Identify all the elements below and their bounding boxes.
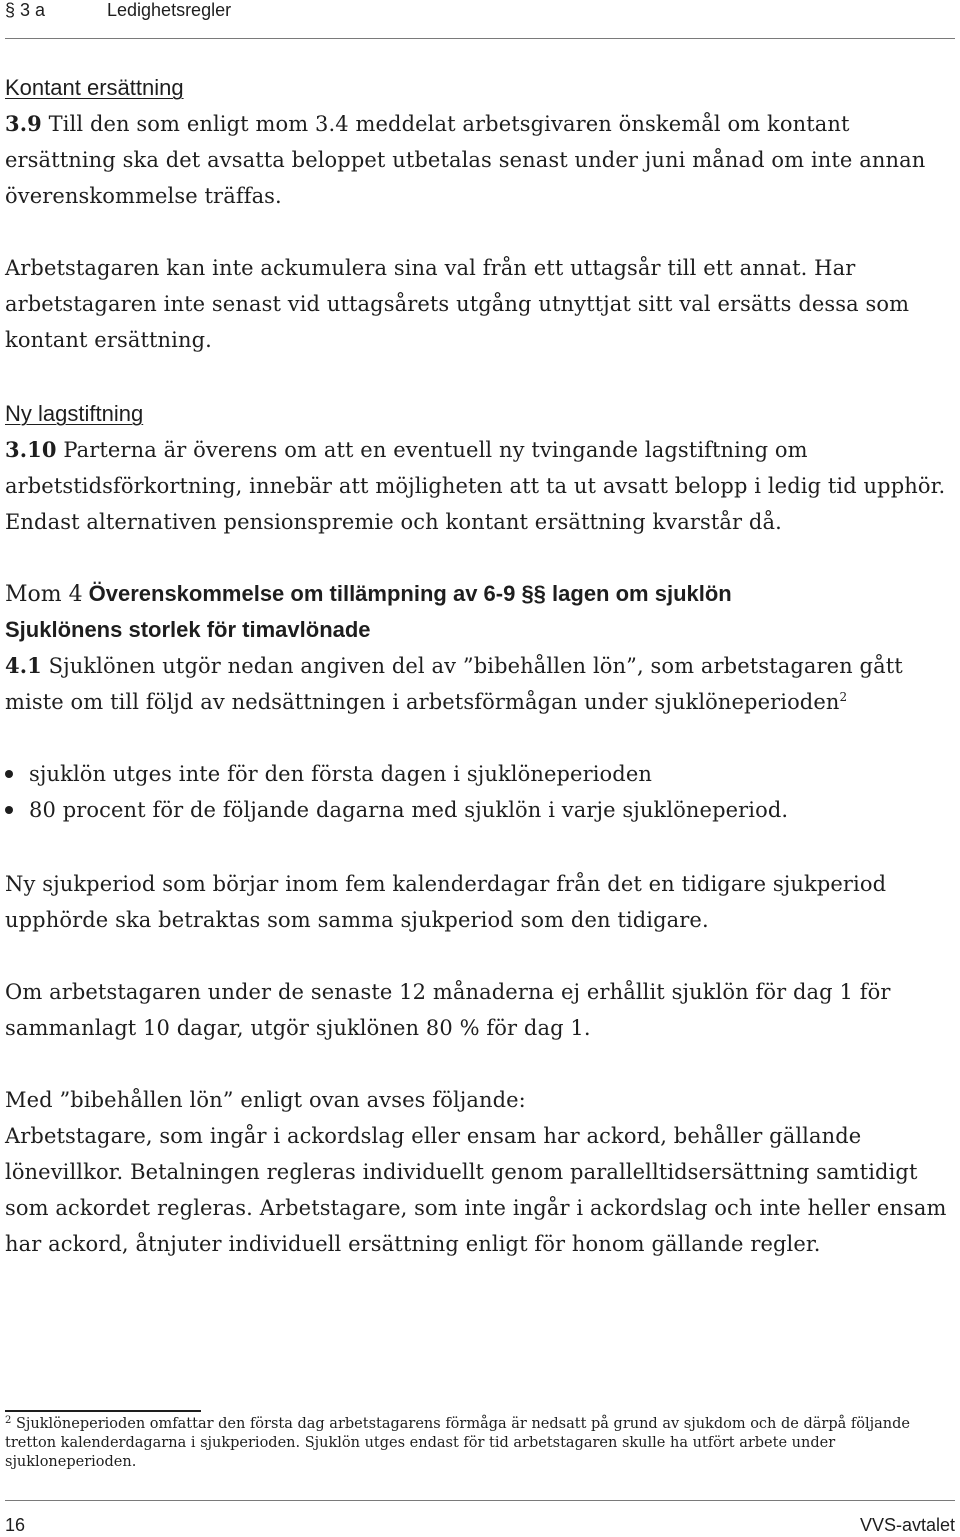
page-number: 16 [5, 1515, 26, 1535]
mom-label: Mom 4 [5, 582, 83, 607]
footnote-reference: 2 [839, 690, 848, 704]
paragraph-ackumulera: Arbetstagaren kan inte ackumulera sina val från ett uttagsår till ett annat. Har arbetstagaren inte senast vid uttagsårets utgång utnyttjat sitt val ersätts dessa som kontant ersättning. [5, 256, 910, 352]
list-item: sjuklön utges inte för den första dagen i sjuklöneperioden [5, 756, 955, 792]
paragraph-text: Till den som enligt mom 3.4 meddelat arbetsgivaren önskemål om kontant ersättning ska det avsatta beloppet utbetalas senast under juni månad om inte annan överenskommelse träffas. [5, 112, 926, 208]
paragraph-bibehallen-lon [5, 1082, 955, 1262]
paragraph-line: Med ”bibehållen lön” enligt ovan avses följande: [5, 1088, 526, 1112]
document-name: VVS-avtalet [859, 1515, 955, 1535]
heading-ny-lagstiftning: Ny lagstiftning [5, 401, 144, 426]
heading-kontant-ersattning: Kontant ersättning [5, 75, 184, 100]
list-item: 80 procent för de följande dagarna med sjuklön i varje sjuklöneperiod. [5, 792, 955, 828]
section-reference: § 3 a [5, 0, 46, 20]
footnote-divider [5, 1410, 201, 1412]
page-header [5, 0, 955, 39]
footnote-marker: 2 [5, 1415, 12, 1426]
mom-title: Överenskommelse om tillämpning av 6-9 §§ lagen om sjuklön [88, 581, 732, 606]
bullet-icon [5, 770, 13, 778]
paragraph-text: Parterna är överens om att en eventuell ny tvingande lagstiftning om arbetstidsförkortning, innebär att möjligheten att ta ut avsatt belopp i ledig tid upphör. Endast alternativen pensionspremie och kontant ersättning kvarstår då. [5, 438, 946, 534]
paragraph-text: Arbetstagare, som ingår i ackordslag eller ensam har ackord, behåller gällande lönevillkor. Betalningen regleras individuellt genom parallelltidsersättning samtidigt som ackordet regleras. Arbetstagare, som inte ingår i ackordslag och inte heller ensam har ackord, åtnjuter individuell ersättning enligt för honom gällande regler. [5, 1124, 947, 1256]
sjuklon-bullet-list [5, 756, 955, 828]
paragraph-3-9 [5, 106, 955, 214]
paragraph-number: 4.1 [5, 653, 42, 678]
bullet-icon [5, 806, 13, 814]
footnote-text: Sjuklöneperioden omfattar den första dag arbetstagarens förmåga är nedsatt på grund av sjukdom och de därpå följande tretton kalenderdagarna i sjukperioden. Sjuklön utges endast för tid arbetstagaren skulle ha utfört arbete under sjukloneperioden. [5, 1416, 910, 1470]
chapter-title: Ledighetsregler [107, 0, 232, 20]
paragraph-number: 3.10 [5, 437, 57, 462]
page-footer [5, 1500, 955, 1537]
paragraph-4-1 [5, 648, 955, 720]
paragraph-number: 3.9 [5, 111, 42, 136]
paragraph-text: Sjuklönen utgör nedan angiven del av ”bibehållen lön”, som arbetstagaren gått miste om till följd av nedsättningen i arbetsförmågan under sjuklöneperioden [5, 654, 903, 714]
paragraph-senaste-12-manader: Om arbetstagaren under de senaste 12 månaderna ej erhållit sjuklön för dag 1 för sammanlagt 10 dagar, utgör sjuklönen 80 % för dag 1. [5, 980, 891, 1040]
footnote [5, 1415, 955, 1472]
paragraph-ny-sjukperiod: Ny sjukperiod som börjar inom fem kalenderdagar från det en tidigare sjukperiod upphörde ska betraktas som samma sjukperiod som den tidigare. [5, 872, 887, 932]
subheading-sjuklonens-storlek: Sjuklönens storlek för timavlönade [5, 617, 371, 642]
paragraph-3-10 [5, 432, 955, 540]
mom-4-heading [5, 576, 955, 613]
